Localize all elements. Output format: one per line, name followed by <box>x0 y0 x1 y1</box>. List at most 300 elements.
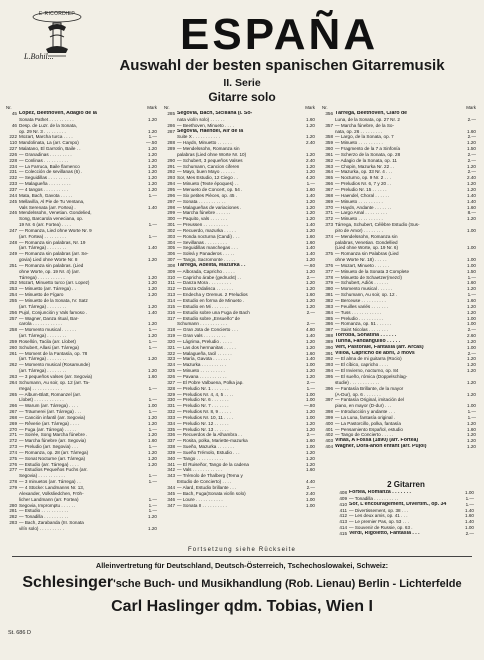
entry-title: Pujol, Conjunción y Vals famoso . <box>19 309 88 315</box>
entry-price: 1.20 <box>148 303 157 309</box>
entry-number: 289 <box>167 146 175 152</box>
entry-title: — Album-Blatt, Romanzel (arr. <box>19 391 82 397</box>
entry-number: 340 <box>167 455 175 461</box>
entry-price: 1.— <box>148 496 157 502</box>
entry-number: 384 <box>325 309 333 315</box>
entry-title: Sor, L'encouragement, Divertim., op. 34 <box>349 501 447 507</box>
entry-number: 311 <box>167 280 175 286</box>
entry-number: 330 <box>167 397 175 403</box>
entry-number: 261 <box>9 350 17 356</box>
entry-title: — Wagner, Danza ritual, Bar- <box>19 315 79 321</box>
entry-number: 415 <box>339 530 347 536</box>
entry-title: — Fragmento de la 7 a Sinfonía <box>335 146 401 152</box>
entry-number: 327 <box>167 379 175 385</box>
entry-title: Mellavilla, Al Pie de Tu Ventana, <box>19 198 85 204</box>
header-nr: Nr. <box>164 105 170 110</box>
header-mark: Mark <box>305 105 315 110</box>
entry-number: 378 <box>325 274 333 280</box>
entry-price: 1.20 <box>467 186 476 192</box>
entry-title: — Six petites Pièces, op. 45 . <box>177 192 238 198</box>
entry-price: 1.20 <box>467 181 476 187</box>
publisher-name: Schlesinger <box>22 574 114 591</box>
entry-price: 1.— <box>148 409 157 415</box>
entry-title: — Estudio sobre una Fuga de Bach <box>177 309 250 315</box>
entry-price: 1.20 <box>148 368 157 374</box>
entry-number: 274 <box>9 449 17 455</box>
entry-price: 1.40 <box>306 251 315 257</box>
entry-number: 317 <box>167 315 175 321</box>
entry-title: — Preludio Nr. 1 . . . . . . . <box>177 385 229 391</box>
two-guitars-section <box>336 480 476 542</box>
entry-price: 1.40 <box>148 309 157 315</box>
entry-title: — Preussen . . . . . . . . . . <box>177 222 228 228</box>
entry-number: 328 <box>167 385 175 391</box>
entry-title: Alexander, Volksliedchen, Fröh- <box>19 490 84 496</box>
entry-number: 331 <box>167 403 175 409</box>
entry-price: 1.00 <box>467 321 476 327</box>
entry-price: 1.40 <box>306 333 315 339</box>
entry-number: 347 <box>167 502 175 508</box>
plate-number: St. 686 D <box>8 630 31 636</box>
entry-number: 265 <box>9 391 17 397</box>
entry-price: 2.— <box>467 151 476 157</box>
entry-title: — Preludio (arr. Segovia) . . . <box>19 444 79 450</box>
entry-number: 322 <box>167 350 175 356</box>
entry-title: Lopez, Beethoven, Adagio de la <box>19 111 97 116</box>
entry-number: 413 <box>339 519 347 525</box>
entry-price: 1.20 <box>148 280 157 286</box>
entry-title: — Feuilles variés . . . . . . . <box>335 303 389 309</box>
entry-price: 2.— <box>467 116 476 122</box>
publisher-line <box>0 574 484 592</box>
entry-title: Verdi, Rigoletto, Fantasia . . . <box>349 530 420 536</box>
entry-title: Schubert, Allasi (arr. Tárrega) <box>19 344 79 350</box>
entry-number: 341 <box>167 461 175 467</box>
entry-title: rrega) . . . . . . . . . . . . <box>19 385 62 391</box>
entry-number: 372 <box>325 216 333 222</box>
entry-price: 2.40 <box>306 157 315 163</box>
entry-price: 1.60 <box>148 438 157 444</box>
entry-price: 1.00 <box>467 315 476 321</box>
entry-number: 309 <box>167 268 175 274</box>
entry-title: — Estudio sobre „Ensueño" de <box>177 315 240 321</box>
entry-price: 1.40 <box>465 519 474 525</box>
header-mark: Mark <box>466 105 476 110</box>
entry-title: — 3 pequeños valses (arr. Segovia) <box>19 373 93 379</box>
entry-title: — Chopin, Mazurka Nr. 22 . . <box>335 163 395 169</box>
entry-price: 1.— <box>148 385 157 391</box>
entry-number: 272 <box>9 438 17 444</box>
entry-number: 344 <box>167 485 175 490</box>
entry-title: — Alard, Estudio brillante . . . <box>177 485 237 490</box>
entry-number: 334 <box>167 420 175 426</box>
entry-price: 1.20 <box>306 280 315 286</box>
entry-price: 1.40 <box>148 204 157 210</box>
entry-price: 1.— <box>148 344 157 350</box>
entry-number: 369 <box>325 198 333 204</box>
entry-number: 299 <box>167 210 175 216</box>
entry-number: 295 <box>167 186 175 192</box>
entry-title: — Nocturno, op. 9 Nr. 2 . . . <box>335 175 391 181</box>
entry-title: — Divertissement, op. 38 . . . <box>349 507 409 513</box>
entry-title: — Recuerdos de la Alhambra . . <box>177 432 243 438</box>
entry-price: 1.20 <box>148 274 157 280</box>
entry-title: — Sonata . . . . . . . . . . . <box>177 198 226 204</box>
entry-number: 414 <box>339 525 347 531</box>
entry-number: 323 <box>167 356 175 362</box>
entry-number: 226 <box>9 151 17 157</box>
entry-number: 374 <box>325 233 333 239</box>
entry-number: 343 <box>167 473 175 479</box>
entry-price: 1.20 <box>148 292 157 298</box>
entry-number: 45 <box>11 111 17 116</box>
entry-price: 1.20 <box>467 444 476 450</box>
entry-price: 1.00 <box>306 444 315 450</box>
entry-title: — Menueto de Concert, op. 54 . <box>177 186 243 192</box>
entry-number: 231 <box>9 169 17 175</box>
entry-number: 337 <box>167 438 175 444</box>
entry-price: 1.60 <box>148 373 157 379</box>
entry-number: 285 <box>167 111 175 116</box>
entry-title: — Estudio (arr. Tárrega) . . . . <box>19 461 79 467</box>
entry-title: — Momento musical (Rosamunde) <box>19 362 90 368</box>
entry-price: 1.20 <box>306 227 315 233</box>
entry-number <box>6 526 19 532</box>
entry-number: 232 <box>9 175 17 181</box>
entry-title: — Haydn, Minuetto . . . . . . <box>177 140 232 146</box>
entry-title: — Le premier Pas, op. 53 . . . <box>349 519 410 525</box>
entry-title: — Minuetto de Schaetzer(mezcl) <box>335 274 402 280</box>
entry-title: Turina, Fandanguillo . . . . . <box>335 338 401 344</box>
entry-title: — Lágrima, Preludio . . . . . <box>177 338 232 344</box>
entry-price: 1.— <box>148 502 157 508</box>
header-mark: Mark <box>147 105 157 110</box>
two-guitars-title: 2 Gitarren <box>387 480 425 489</box>
entry-title: — Preludios Nr. 10, 11 . . . . <box>177 414 234 420</box>
entry-number: 336 <box>167 432 175 438</box>
series-label: II. Serie <box>223 77 261 89</box>
entry-number: 286 <box>167 122 175 128</box>
entry-number: 245 <box>9 198 17 204</box>
entry-title: — Minueto . . . . . . . . . . <box>177 368 225 374</box>
entry-number: 244 <box>9 192 17 198</box>
entry-number: 326 <box>167 373 175 379</box>
entry-title: — Soirée, Song Marcha fúnebre . <box>19 432 88 438</box>
entry-title: Rosellón, Tacila (arr. Llobet) <box>19 338 76 344</box>
entry-number: 361 <box>325 151 333 157</box>
entry-number: 335 <box>167 426 175 432</box>
entry-number: 412 <box>339 513 347 519</box>
entry-price: 1.00 <box>467 344 476 350</box>
catalog-column-3 <box>322 105 478 543</box>
entry-number: 227 <box>9 146 17 152</box>
entry-number: 386 <box>325 321 333 327</box>
entry-number: 234 <box>9 163 17 169</box>
entry-price: 1.00 <box>306 362 315 368</box>
entry-title: ohne Worte, op. 19 Nr. 4) (arr. <box>19 268 80 274</box>
entry-title: — Sonat Nocturne (arr. Tárrega) <box>19 455 86 461</box>
entry-title: — La Pastorcillo, polka, fantasía <box>335 420 401 426</box>
entry-title: — Tonadilla . . . . . . . . . . <box>349 495 399 501</box>
entry-price: 1.20 <box>148 333 157 339</box>
entry-price: 1.20 <box>306 134 315 140</box>
entry-price: 1.20 <box>306 169 315 175</box>
entry-title: — Momento musical . . . . . . <box>335 286 393 292</box>
entry-price: 2.— <box>467 157 476 163</box>
entry-title: — Minueto . . . . . . . . . . <box>335 198 383 204</box>
entry-price: 1.20 <box>148 449 157 455</box>
entry-title: — Alborada, Capricho . . . . . <box>177 268 235 274</box>
entry-number: 314 <box>167 298 175 303</box>
entry-title: — Moment de la Fantasía, op. 78 <box>19 350 88 356</box>
entry-title: — Preludio Nr. 6 . . . . . . . <box>177 397 229 403</box>
entry-number: 260 <box>9 344 17 350</box>
entry-price: 1.— <box>306 385 315 391</box>
entry-price: 1.00 <box>465 490 474 495</box>
entry-price: 1.20 <box>148 414 157 420</box>
entry-number: 392 <box>325 356 333 362</box>
entry-number: 395 <box>325 373 333 379</box>
entry-number: 280 <box>9 502 17 508</box>
entry-number: 371 <box>325 210 333 216</box>
entry-price: 1.20 <box>306 426 315 432</box>
entry-title: Segovia) . . . . . . . . . . . <box>19 473 66 479</box>
entry-number: 316 <box>167 309 175 315</box>
entry-title: — Minuetto de Fígaro <box>19 292 64 298</box>
entry-number: 399 <box>325 414 333 420</box>
entry-number: 398 <box>325 409 333 415</box>
entry-number: 315 <box>167 303 175 309</box>
entry-title: — Warum (arr. Tárrega) . . . . <box>19 403 78 409</box>
entry-number: 263 <box>9 373 17 379</box>
entry-number: 283 <box>9 520 17 526</box>
divider <box>12 556 472 557</box>
entry-title: Mata, Bach, Gavota . . . . . <box>19 192 73 198</box>
entry-price: 1.— <box>465 501 474 507</box>
entry-price: 1.20 <box>306 409 315 415</box>
entry-title: — La Farruca, Baile flamenco <box>19 163 80 169</box>
entry-title: Desp. de Luzr. de la Sonata, <box>19 122 77 128</box>
entry-number: 294 <box>167 181 175 187</box>
entry-title: — Loure . . . . . . . . . . . <box>177 496 223 502</box>
entry-price: 1.00 <box>467 403 476 409</box>
entry-title: — Trémolo de Thalberg (Tema y <box>177 473 243 479</box>
entry-title: — Seguidillas . . . . . . . . . <box>19 175 71 181</box>
entry-title: Song, Barcarola veneciana, op. <box>19 216 84 222</box>
entry-price: 1.60 <box>306 350 315 356</box>
entry-title: — Fuga (arr. Tárrega) . . . . . <box>19 426 77 432</box>
entry-number: 324 <box>167 362 175 368</box>
entry-price: 1.20 <box>306 268 315 274</box>
entry-number: 110 <box>9 140 17 146</box>
entry-price: 1.20 <box>467 379 476 385</box>
entry-title: — Minuetto (arr. Tárrega) . . <box>19 286 76 292</box>
entry-price: 1.20 <box>306 455 315 461</box>
entry-title: — Capricho árabe (gedruckt) . . <box>177 274 242 280</box>
entry-title: Torroba, Sonatina . . . . . . <box>335 333 397 339</box>
entry-title: — Saint Nicolas . . . . . . . . <box>335 327 389 333</box>
entry-title: — Tango . . . . . . . . . . . <box>177 455 224 461</box>
entry-number: 358 <box>325 134 333 140</box>
entry-number: 248 <box>9 239 17 245</box>
entry-title: — Schumann, Au soir, op. 12 . <box>335 292 398 298</box>
entry-title: — Mayo, buen Mayo . . . . . . <box>177 169 235 175</box>
entry-price: 1.20 <box>148 181 157 187</box>
entry-price: 1.20 <box>148 461 157 467</box>
entry-number: 247 <box>9 227 17 233</box>
entry-number: 297 <box>167 198 175 204</box>
entry-title: Tárrega) . . . . . . . . . . . <box>19 274 65 280</box>
entry-title: Llobet) . . . . . . . . . . . . <box>19 397 64 403</box>
entry-number: 288 <box>167 140 175 146</box>
entry-title: — Schumann, Cancion ciferen <box>177 163 240 169</box>
entry-price: 4.80 <box>306 327 315 333</box>
entry-price: 1.00 <box>306 414 315 420</box>
instrument-label: Gitarre solo <box>208 90 276 104</box>
entry-price: 1.20 <box>148 257 157 263</box>
entry-price: —.60 <box>304 262 315 268</box>
entry-title: Tárrega, Beethoven, Claro de <box>335 111 408 116</box>
entry-number: 373 <box>325 222 333 228</box>
entry-price: 2.— <box>306 309 315 315</box>
entry-price: 1.— <box>148 426 157 432</box>
entry-title: — Conlinas . . . . . . . . . . <box>19 157 69 163</box>
entry-title: — Romanza, op. 28 (arr. Tárrega) <box>19 449 89 455</box>
entry-title: Viñas, A Fossa (1890) (arr. Fortea) <box>335 438 419 444</box>
entry-title: — Ronda nocturna (Candi) . . . <box>177 233 240 239</box>
entry-list <box>164 111 317 508</box>
entry-number: 389 <box>325 338 333 344</box>
entry-title: Malatano, El Garrotín, Baile . . <box>19 146 81 152</box>
entry-price: 1.20 <box>306 257 315 263</box>
catalog-entry <box>322 444 478 450</box>
entry-title: — Romanza, op. 51 . . . . . . <box>335 321 392 327</box>
entry-number: 262 <box>9 362 17 368</box>
entry-number: 293 <box>167 175 175 181</box>
entry-title: — Fantasía Original, imitación del <box>335 397 404 403</box>
entry-price: 1.— <box>148 444 157 450</box>
entry-title: — Mendelssohn, Romanza sin <box>177 146 240 152</box>
entry-price: 2.40 <box>467 175 476 181</box>
entry-number: 278 <box>9 479 17 485</box>
entry-title: — Malagueñas de variaciones . <box>177 204 242 210</box>
entry-number: 249 <box>9 251 17 257</box>
entry-title: — Marcha fúnebre (arr. Segovia) <box>19 438 86 444</box>
entry-price: 1.00 <box>148 403 157 409</box>
entry-price: 1.00 <box>467 227 476 233</box>
entry-number: 365 <box>325 175 333 181</box>
entry-title: — Introducción y andante . . . <box>335 409 396 415</box>
entry-number: 313 <box>167 292 175 298</box>
entry-title: — Tonadilla . . . . . . . . . . <box>19 514 69 520</box>
entry-title: — Mozart, Minueto . . . . . . <box>335 262 390 268</box>
entry-number: 357 <box>325 122 333 128</box>
entry-title: Segovia, Haendel, Air de la <box>177 128 244 134</box>
entry-price: 2.— <box>467 327 476 333</box>
entry-price: 1.20 <box>467 362 476 368</box>
entry-title: Tárrega, Adelita, Mazurka . . <box>177 262 246 268</box>
entry-price: 1.20 <box>306 303 315 309</box>
entry-title: — Mendelssohn, Romanza sin <box>335 233 398 239</box>
entry-title: — Mazurka . . . . . . . . . . <box>177 362 227 368</box>
entry-title: — Träumerei (arr. Tárrega) . . . <box>19 409 82 415</box>
entry-number: 256 <box>9 309 17 315</box>
entry-number: 370 <box>325 204 333 210</box>
entry-number: 291 <box>167 163 175 169</box>
entry-title: — Preludios Nr. 6, 7 y 20 . . <box>335 181 392 187</box>
entry-title: — 3 minuetos (arr. Tárrega) . . <box>19 479 81 485</box>
entry-price: 1.20 <box>467 438 476 444</box>
entry-price: 1.20 <box>148 169 157 175</box>
entry-number: 268 <box>9 414 17 420</box>
publisher-rest: 'sche Buch- und Musikhandlung (Rob. Lienau) Berlin - Lichterfelde <box>113 578 462 590</box>
entry-number: 383 <box>325 303 333 309</box>
entry-price: 1.— <box>148 508 157 514</box>
page-title: ESPAÑA <box>180 10 379 59</box>
entry-number: 307 <box>167 257 175 263</box>
entry-price: 1.40 <box>306 356 315 362</box>
entry-title: Vals Serenata (arr. Fortea) . <box>19 204 76 210</box>
entry-number: 404 <box>325 444 333 450</box>
entry-number: 228 <box>9 157 17 163</box>
entry-price: 1.20 <box>306 198 315 204</box>
catalog-entry <box>164 503 317 509</box>
entry-title: (arr. Tárrega) . . . . . . . . <box>19 333 67 339</box>
entry-number: 401 <box>325 426 333 432</box>
entry-number: 381 <box>325 292 333 298</box>
entry-price: 1.— <box>148 134 157 140</box>
entry-number: 388 <box>325 333 333 339</box>
entry-number: 332 <box>167 409 175 415</box>
entry-price: 1.20 <box>148 514 157 520</box>
entry-title: — Tuss . . . . . . . . . . . . <box>335 309 382 315</box>
entry-title: — Schubert, Adiós . . . . . . <box>335 280 389 286</box>
entry-title: carola . . . . . . . . . . . . <box>19 321 63 327</box>
entry-price: 1.40 <box>148 245 157 251</box>
entry-price: 1.40 <box>306 245 315 251</box>
entry-title: — La Luna, fantasía original . <box>335 414 396 420</box>
entry-number: 385 <box>325 315 333 321</box>
entry-price: 1.20 <box>148 525 157 531</box>
entry-title: Schumann, Au soir, op. 12 (arr. Ta- <box>19 379 90 385</box>
entry-price: 1.60 <box>306 467 315 473</box>
entry-price: 1.20 <box>148 455 157 461</box>
entry-price: 1.20 <box>467 356 476 362</box>
entry-price: 2.— <box>467 350 476 356</box>
entry-title: piro de Amor) . . . . . . . . <box>335 227 383 233</box>
entry-title: — Soleá y Panaderos . . . . . <box>177 251 235 257</box>
entry-title: (A-Dur), op. 6 . . . . . . . <box>335 391 381 397</box>
entry-title: — El sueño, rómica (Doppelschlag- <box>335 373 408 379</box>
entry-number: 379 <box>325 280 333 286</box>
entry-number: 409 <box>339 495 347 501</box>
entry-title: — Rosita, polka, Mariette-mazurka <box>177 438 248 444</box>
entry-price: 4.40 <box>306 479 315 485</box>
entry-title: — Sueño, Mazurka . . . . . . . <box>177 444 235 450</box>
entry-number: 281 <box>9 508 17 514</box>
entry-title: — 4 tangos . . . . . . . . . . <box>19 186 69 192</box>
entry-title: — Pensamiento Español, estudio <box>335 426 403 432</box>
entry-number: 296 <box>167 192 175 198</box>
entry-title: — Danza Mora . . . . . . . . . <box>177 280 231 286</box>
entry-price: 1.00 <box>306 502 315 508</box>
entry-price: 1.— <box>148 397 157 403</box>
entry-price: 1.20 <box>148 146 157 152</box>
entry-title: — Minueto de la Sonata 3 Complete <box>335 268 410 274</box>
entry-title: (arr. Tárrega) . . . . . . . . <box>19 245 67 251</box>
entry-title: nata, op. 26 . . . . . . . . . <box>335 128 383 134</box>
entry-title: — Malagueña . . . . . . . . . <box>19 181 71 187</box>
